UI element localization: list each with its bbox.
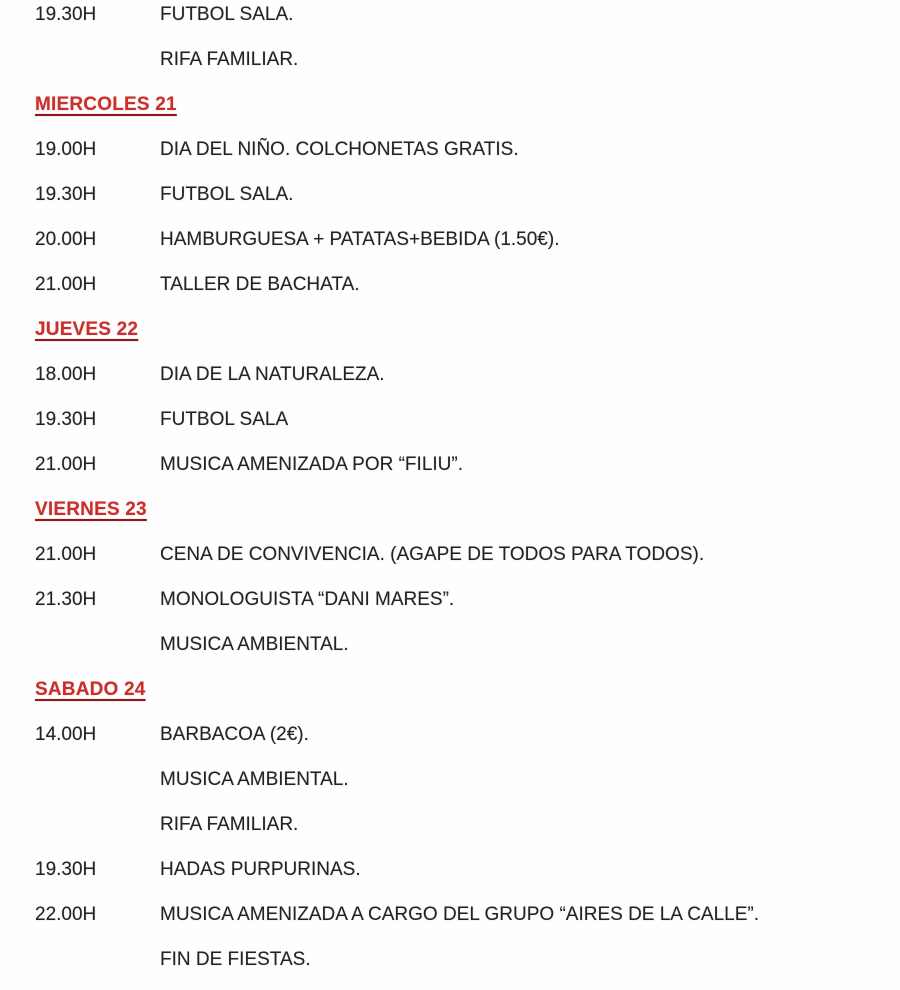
schedule-row [35,5,880,25]
schedule-row [35,860,880,880]
event-description: BARBACOA (2€). [160,724,309,745]
event-description: MUSICA AMBIENTAL. [160,769,349,790]
schedule-row [35,950,880,970]
event-time: 22.00H [35,904,97,925]
event-time: 21.00H [35,454,97,475]
schedule-row [35,770,880,790]
event-description: MONOLOGUISTA “DANI MARES”. [160,589,455,610]
event-description: HADAS PURPURINAS. [160,859,361,880]
event-time: 19.00H [35,139,97,160]
day-header: VIERNES 23 [35,499,147,520]
event-time: 19.30H [35,184,97,205]
schedule [35,5,880,970]
schedule-row [35,365,880,385]
event-time: 19.30H [35,409,97,430]
schedule-row [35,590,880,610]
day-section [35,5,880,70]
event-time: 19.30H [35,4,97,25]
schedule-row [35,275,880,295]
event-description: DIA DE LA NATURALEZA. [160,364,385,385]
event-description: MUSICA AMENIZADA A CARGO DEL GRUPO “AIRES DE LA CALLE”. [160,904,760,925]
event-description: FIN DE FIESTAS. [160,949,311,970]
day-section [35,500,880,655]
day-section [35,320,880,475]
event-description: FUTBOL SALA [160,409,289,430]
schedule-row [35,50,880,70]
event-description: RIFA FAMILIAR. [160,814,299,835]
event-description: MUSICA AMENIZADA POR “FILIU”. [160,454,463,475]
schedule-row [35,725,880,745]
event-description: DIA DEL NIÑO. COLCHONETAS GRATIS. [160,139,519,160]
event-time: 14.00H [35,724,97,745]
event-time: 21.00H [35,274,97,295]
day-header: SABADO 24 [35,679,146,700]
event-description: MUSICA AMBIENTAL. [160,634,349,655]
event-time: 19.30H [35,859,97,880]
schedule-row [35,185,880,205]
event-time: 20.00H [35,229,97,250]
event-description: RIFA FAMILIAR. [160,49,299,70]
event-time: 21.30H [35,589,97,610]
day-header: MIERCOLES 21 [35,94,177,115]
event-time: 18.00H [35,364,97,385]
schedule-row [35,410,880,430]
event-description: TALLER DE BACHATA. [160,274,360,295]
event-description: HAMBURGUESA + PATATAS+BEBIDA (1.50€). [160,229,560,250]
day-section [35,95,880,295]
day-header: JUEVES 22 [35,319,139,340]
event-description: FUTBOL SALA. [160,4,294,25]
schedule-row [35,905,880,925]
schedule-row [35,455,880,475]
schedule-row [35,635,880,655]
schedule-row [35,230,880,250]
schedule-row [35,140,880,160]
event-time: 21.00H [35,544,97,565]
event-description: FUTBOL SALA. [160,184,294,205]
schedule-row [35,815,880,835]
event-description: CENA DE CONVIVENCIA. (AGAPE DE TODOS PARA TODOS). [160,544,705,565]
schedule-row [35,545,880,565]
day-section [35,680,880,970]
